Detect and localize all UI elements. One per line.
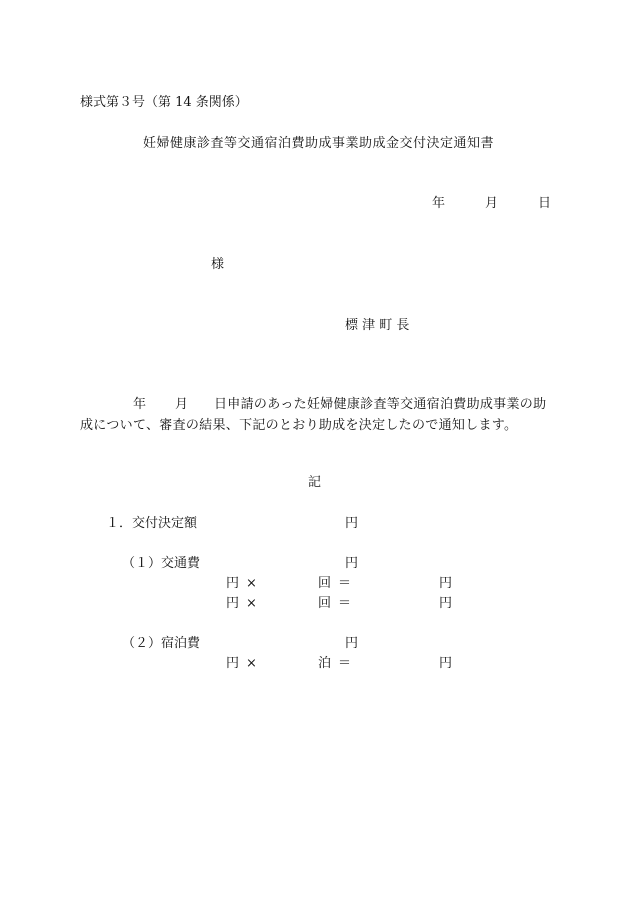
transport-label: （１）交通費 — [122, 556, 201, 571]
date-month: 月 — [485, 196, 499, 211]
transport-row2-equals: ＝ — [338, 596, 352, 611]
date-year: 年 — [432, 196, 446, 211]
total-unit: 円 — [345, 516, 359, 531]
transport-unit: 円 — [345, 556, 359, 571]
lodging-row1-equals: ＝ — [338, 656, 352, 671]
lodging-row1-count-unit: 泊 — [318, 656, 332, 671]
lodging-row1-times: × — [246, 656, 257, 671]
lodging-row1-result-yen: 円 — [439, 656, 453, 671]
issuer-name: 標 津 町 長 — [345, 318, 410, 333]
recipient-honorific: 様 — [211, 257, 225, 272]
total-label: １．交付決定額 — [106, 516, 198, 531]
transport-row2-yen: 円 — [226, 596, 240, 611]
ki-heading: 記 — [308, 475, 322, 490]
lodging-label: （２）宿泊費 — [122, 636, 201, 651]
transport-row1-result-yen: 円 — [439, 576, 453, 591]
body-year: 年 — [133, 397, 147, 412]
transport-row1-count-unit: 回 — [318, 576, 332, 591]
document-title: 妊婦健康診査等交通宿泊費助成事業助成金交付決定通知書 — [143, 136, 495, 151]
body-line-1: 日申請のあった妊婦健康診査等交通宿泊費助成事業の助 — [214, 397, 547, 412]
transport-row1-times: × — [246, 576, 257, 591]
transport-row1-yen: 円 — [226, 576, 240, 591]
transport-row2-times: × — [246, 596, 257, 611]
body-line-2: 成について、審査の結果、下記のとおり助成を決定したので通知します。 — [80, 418, 518, 433]
transport-row2-result-yen: 円 — [439, 596, 453, 611]
lodging-row1-yen: 円 — [226, 656, 240, 671]
transport-row2-count-unit: 回 — [318, 596, 332, 611]
body-month: 月 — [175, 397, 189, 412]
form-number: 様式第３号（第 14 条関係） — [80, 95, 248, 110]
date-day: 日 — [538, 196, 552, 211]
transport-row1-equals: ＝ — [338, 576, 352, 591]
lodging-unit: 円 — [345, 636, 359, 651]
